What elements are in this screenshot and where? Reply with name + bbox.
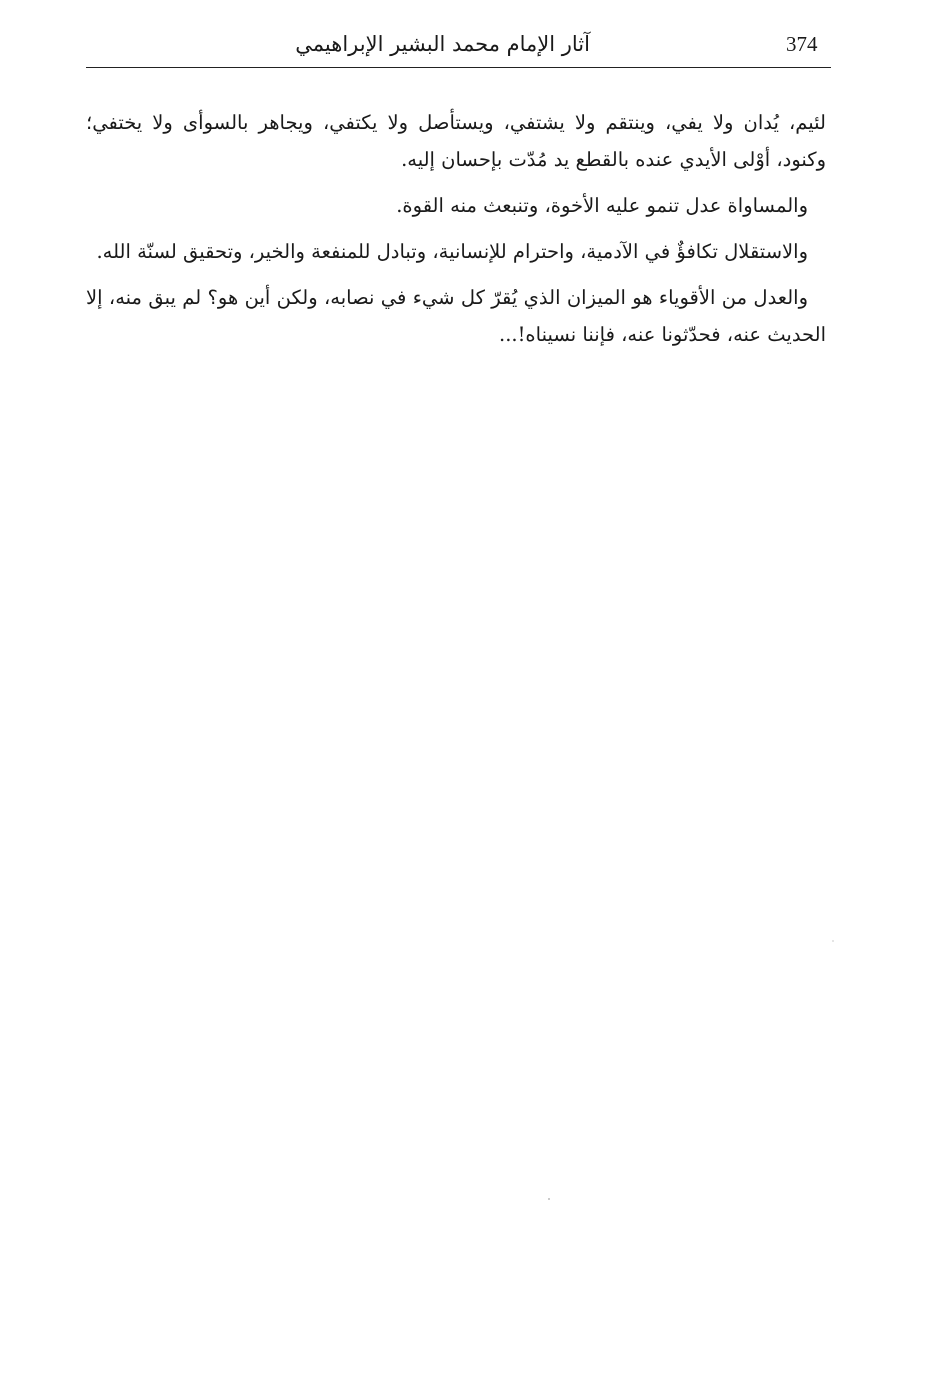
paragraph-4: والعدل من الأقوياء هو الميزان الذي يُقرّ كل شيء في نصابه، ولكن أين هو؟ لم يبق منه، إلا الحديث عنه، فحدّثونا عنه، فإننا نسيناه!...	[86, 286, 826, 346]
paragraph-2: والمساواة عدل تنمو عليه الأخوة، وتنبعث منه القوة.	[396, 194, 808, 217]
page-header	[86, 28, 830, 66]
scan-speck	[832, 940, 834, 942]
running-title: آثار الإمام محمد البشير الإبراهيمي	[295, 32, 590, 56]
scan-speck	[548, 1198, 550, 1200]
body-text	[86, 104, 826, 362]
paragraph-3: والاستقلال تكافؤٌ في الآدمية، واحترام للإنسانية، وتبادل للمنفعة والخير، وتحقيق لسنّة الله.	[96, 240, 808, 263]
page-number: 374	[786, 32, 818, 56]
paragraph-1: لئيم، يُدان ولا يفي، وينتقم ولا يشتفي، ويستأصل ولا يكتفي، ويجاهر بالسوأى ولا يختفي؛ وكنود، أوْلى الأيدي عنده بالقطع يد مُدّت بإحسان إليه.	[86, 111, 826, 171]
header-rule	[86, 67, 831, 68]
